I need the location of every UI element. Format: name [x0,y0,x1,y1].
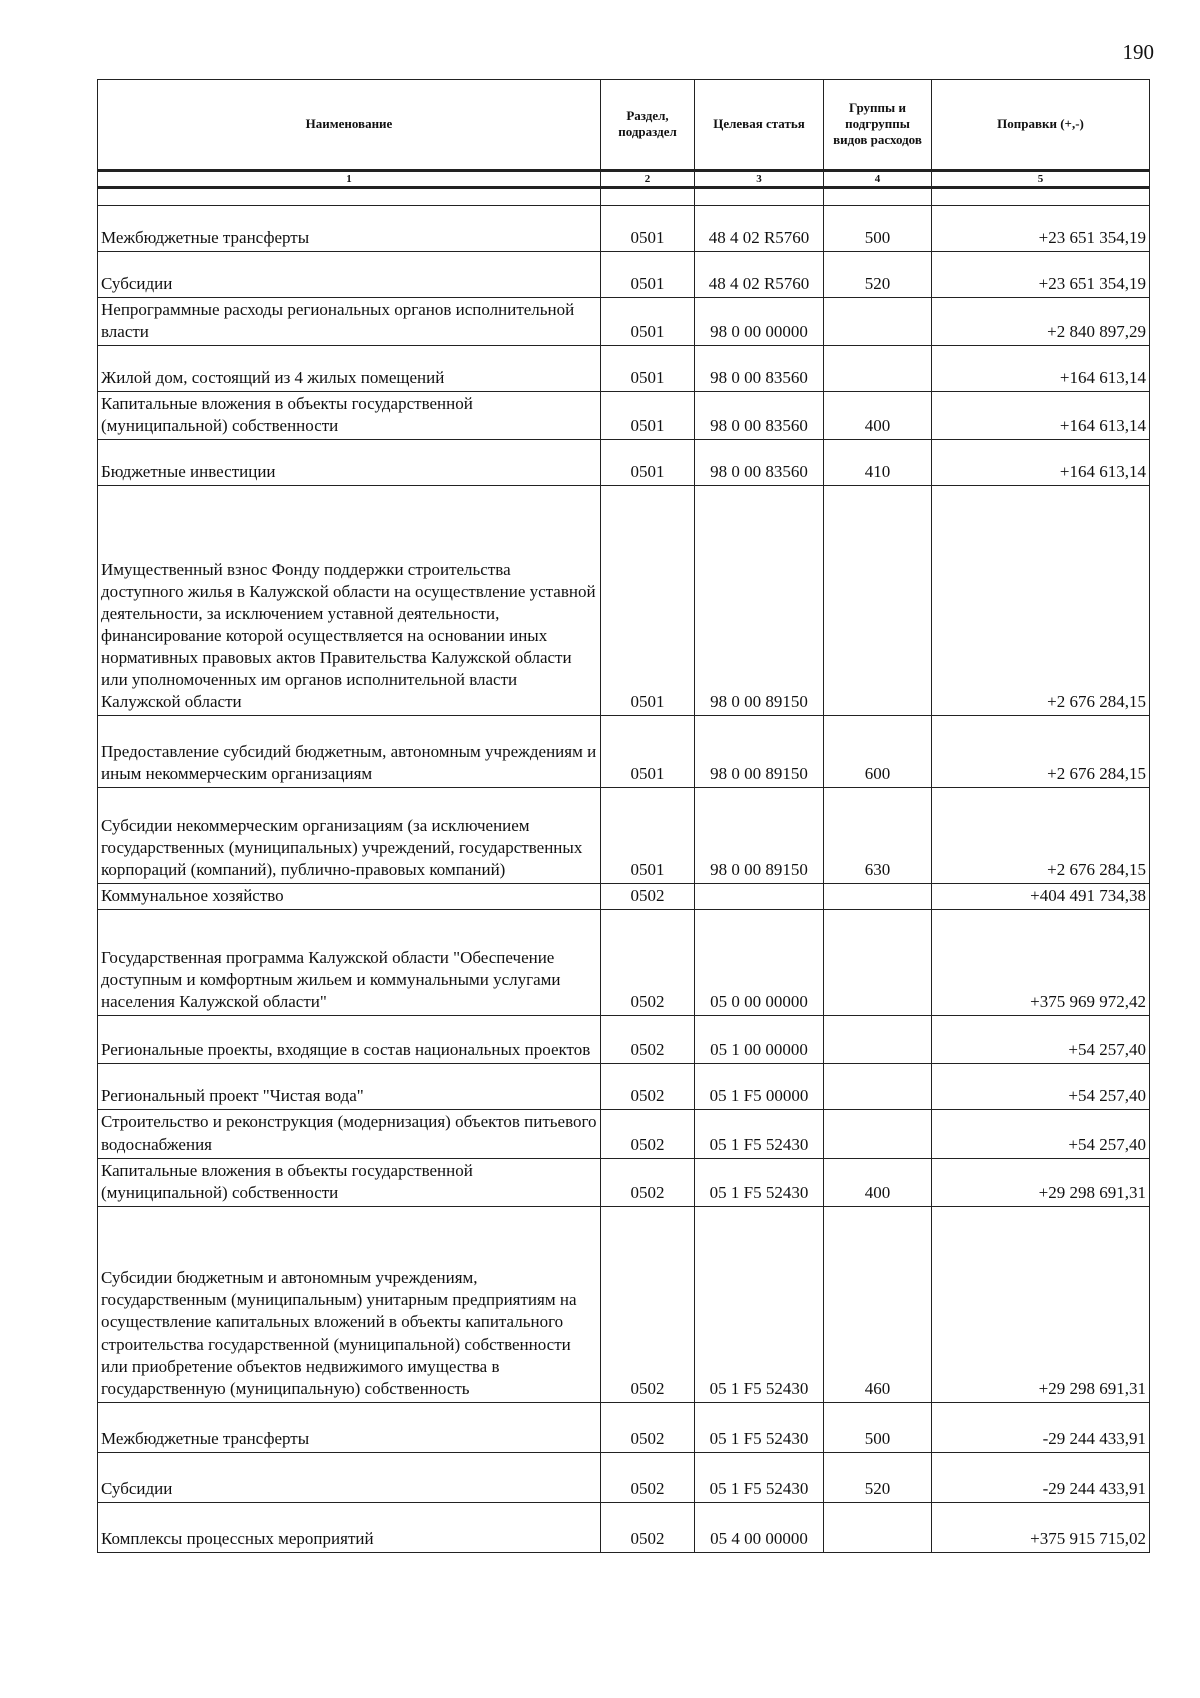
row-amendment-amount: +404 491 734,38 [932,884,1150,910]
row-name: Капитальные вложения в объекты государственной (муниципальной) собственности [98,1158,601,1206]
row-section: 0502 [601,884,695,910]
row-name: Бюджетные инвестиции [98,440,601,486]
row-section: 0502 [601,1158,695,1206]
row-section: 0502 [601,1206,695,1402]
header-section: Раздел, подраздел [601,80,695,171]
header-target-article: Целевая статья [695,80,824,171]
row-expense-group [824,1502,932,1552]
row-target-article: 98 0 00 89150 [695,716,824,788]
row-expense-group: 460 [824,1206,932,1402]
row-expense-group: 630 [824,788,932,884]
header-expense-groups: Группы и подгруппы видов расходов [824,80,932,171]
row-section: 0501 [601,716,695,788]
row-amendment-amount: +2 840 897,29 [932,298,1150,346]
row-section: 0501 [601,486,695,716]
row-name: Субсидии [98,1452,601,1502]
row-name: Непрограммные расходы региональных органов исполнительной власти [98,298,601,346]
row-amendment-amount: -29 244 433,91 [932,1452,1150,1502]
row-target-article: 48 4 02 R5760 [695,206,824,252]
spacer-row [98,188,1150,206]
row-amendment-amount: +54 257,40 [932,1110,1150,1158]
row-section: 0502 [601,1402,695,1452]
row-target-article: 98 0 00 83560 [695,346,824,392]
row-target-article: 05 1 F5 52430 [695,1110,824,1158]
row-amendment-amount: +375 969 972,42 [932,910,1150,1016]
row-amendment-amount: +54 257,40 [932,1064,1150,1110]
row-name: Государственная программа Калужской области "Обеспечение доступным и комфортным жильем и коммунальными услугами населения Калужской области" [98,910,601,1016]
row-amendment-amount: +23 651 354,19 [932,252,1150,298]
row-target-article: 98 0 00 83560 [695,392,824,440]
table-row [98,1158,1150,1206]
row-expense-group: 600 [824,716,932,788]
row-amendment-amount: +164 613,14 [932,392,1150,440]
row-name: Субсидии некоммерческим организациям (за исключением государственных (муниципальных) учреждений, государственных корпораций (компаний), публично-правовых компаний) [98,788,601,884]
row-name: Жилой дом, состоящий из 4 жилых помещений [98,346,601,392]
row-expense-group: 520 [824,1452,932,1502]
header-row [98,80,1150,171]
table-row [98,1502,1150,1552]
table-row [98,252,1150,298]
row-section: 0501 [601,346,695,392]
row-section: 0502 [601,1064,695,1110]
row-name: Капитальные вложения в объекты государственной (муниципальной) собственности [98,392,601,440]
table-row [98,1452,1150,1502]
page-number: 190 [1122,40,1154,64]
row-expense-group [824,346,932,392]
row-target-article: 05 1 F5 52430 [695,1402,824,1452]
row-section: 0501 [601,252,695,298]
table-row [98,440,1150,486]
row-section: 0502 [601,1110,695,1158]
row-section: 0501 [601,206,695,252]
row-expense-group [824,1110,932,1158]
row-amendment-amount: +29 298 691,31 [932,1206,1150,1402]
row-target-article: 05 0 00 00000 [695,910,824,1016]
table-row [98,298,1150,346]
table-row [98,1402,1150,1452]
row-target-article: 05 1 F5 52430 [695,1452,824,1502]
row-expense-group [824,486,932,716]
row-amendment-amount: +164 613,14 [932,346,1150,392]
row-amendment-amount: +29 298 691,31 [932,1158,1150,1206]
row-expense-group [824,910,932,1016]
row-expense-group: 410 [824,440,932,486]
row-section: 0502 [601,1502,695,1552]
row-target-article: 05 4 00 00000 [695,1502,824,1552]
table-row [98,1110,1150,1158]
table-row [98,392,1150,440]
table-row [98,346,1150,392]
table-row [98,486,1150,716]
column-number: 3 [695,171,824,188]
row-name: Субсидии [98,252,601,298]
row-target-article: 05 1 00 00000 [695,1016,824,1064]
row-name: Региональные проекты, входящие в состав национальных проектов [98,1016,601,1064]
row-target-article: 05 1 F5 00000 [695,1064,824,1110]
row-target-article [695,884,824,910]
row-target-article: 98 0 00 89150 [695,486,824,716]
budget-amendments-table [97,79,1150,1553]
row-target-article: 98 0 00 89150 [695,788,824,884]
row-section: 0501 [601,298,695,346]
row-expense-group: 500 [824,206,932,252]
table-row [98,1016,1150,1064]
row-name: Имущественный взнос Фонду поддержки строительства доступного жилья в Калужской области на осуществление уставной деятельности, за исключением уставной деятельности, финансирование которой осуществляется на основании иных нормативных правовых актов Правительства Калужской области или уполномоченных им органов исполнительной власти Калужской области [98,486,601,716]
row-name: Предоставление субсидий бюджетным, автономным учреждениям и иным некоммерческим организациям [98,716,601,788]
row-expense-group [824,298,932,346]
table-row [98,1064,1150,1110]
header-amendments: Поправки (+,-) [932,80,1150,171]
row-expense-group: 520 [824,252,932,298]
row-expense-group [824,1016,932,1064]
row-section: 0502 [601,910,695,1016]
table-row [98,788,1150,884]
row-section: 0502 [601,1452,695,1502]
row-name: Межбюджетные трансферты [98,206,601,252]
table-row [98,1206,1150,1402]
row-target-article: 98 0 00 83560 [695,440,824,486]
row-amendment-amount: +2 676 284,15 [932,486,1150,716]
row-amendment-amount: +375 915 715,02 [932,1502,1150,1552]
row-target-article: 05 1 F5 52430 [695,1158,824,1206]
column-number: 2 [601,171,695,188]
row-expense-group [824,884,932,910]
row-name: Субсидии бюджетным и автономным учреждениям, государственным (муниципальным) унитарным предприятиям на осуществление капитальных вложений в объекты капитального строительства государственной (муниципальной) собственности или приобретение объектов недвижимого имущества в государственную (муниципальную) собственность [98,1206,601,1402]
row-amendment-amount: +2 676 284,15 [932,716,1150,788]
row-name: Межбюджетные трансферты [98,1402,601,1452]
row-amendment-amount: +2 676 284,15 [932,788,1150,884]
column-number: 4 [824,171,932,188]
row-expense-group: 400 [824,392,932,440]
row-section: 0501 [601,440,695,486]
table-row [98,206,1150,252]
row-name: Комплексы процессных мероприятий [98,1502,601,1552]
row-expense-group [824,1064,932,1110]
row-expense-group: 400 [824,1158,932,1206]
column-number: 5 [932,171,1150,188]
row-name: Строительство и реконструкция (модернизация) объектов питьевого водоснабжения [98,1110,601,1158]
row-section: 0501 [601,788,695,884]
row-amendment-amount: +54 257,40 [932,1016,1150,1064]
row-amendment-amount: +23 651 354,19 [932,206,1150,252]
row-target-article: 98 0 00 00000 [695,298,824,346]
row-expense-group: 500 [824,1402,932,1452]
header-name: Наименование [98,80,601,171]
row-name: Коммунальное хозяйство [98,884,601,910]
row-target-article: 48 4 02 R5760 [695,252,824,298]
row-section: 0501 [601,392,695,440]
table-row [98,884,1150,910]
table-body [98,188,1150,1553]
column-number: 1 [98,171,601,188]
row-amendment-amount: +164 613,14 [932,440,1150,486]
row-target-article: 05 1 F5 52430 [695,1206,824,1402]
row-section: 0502 [601,1016,695,1064]
row-name: Региональный проект "Чистая вода" [98,1064,601,1110]
column-number-row [98,171,1150,188]
table-row [98,910,1150,1016]
row-amendment-amount: -29 244 433,91 [932,1402,1150,1452]
table-row [98,716,1150,788]
